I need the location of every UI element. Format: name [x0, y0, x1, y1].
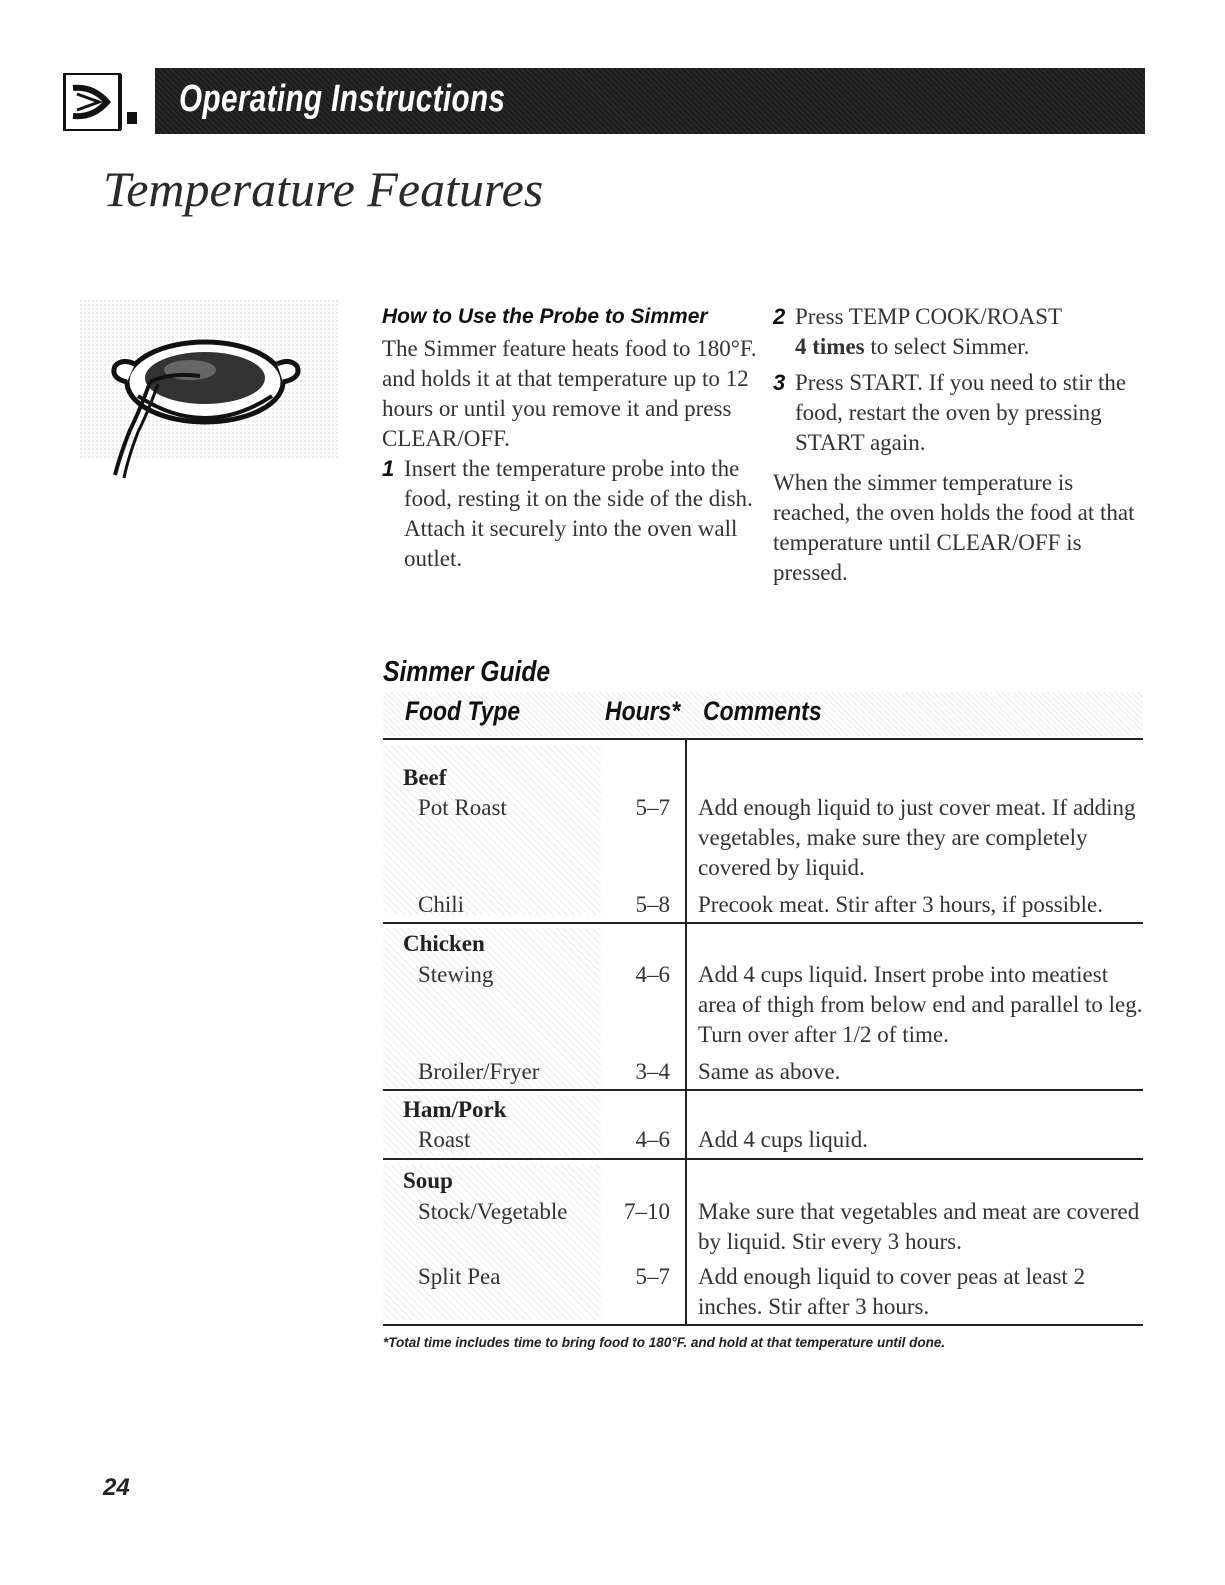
food-item: Roast — [418, 1127, 471, 1152]
probe-subhead: How to Use the Probe to Simmer — [382, 305, 708, 328]
simmer-guide-title: Simmer Guide — [383, 656, 551, 688]
table-rule — [383, 1158, 1143, 1160]
comment-text: Add enough liquid to cover peas at least 2 inches. Stir after 3 hours. — [698, 1264, 1086, 1319]
comment-text: Add 4 cups liquid. Insert probe into meatiest area of thigh from below end and parallel to leg. Turn over after 1/2 of time. — [698, 962, 1143, 1047]
table-rule — [383, 738, 1143, 740]
column-header-comments: Comments — [703, 696, 822, 726]
probe-instructions-column-2 — [773, 302, 1153, 588]
probe-in-dish-illustration — [80, 300, 340, 490]
probe-intro: The Simmer feature heats food to 180°F. and holds it at that temperature up to 12 hours or until you remove it and press CLEAR/OFF. — [382, 336, 757, 451]
column-header-food-type: Food Type — [405, 696, 521, 726]
step-number: 2 — [773, 304, 786, 329]
step-3 — [773, 368, 1153, 458]
hours-value: 3–4 — [635, 1059, 670, 1084]
hours-value: 5–7 — [635, 795, 670, 820]
step-number: 3 — [773, 370, 786, 395]
page-number: 24 — [103, 1474, 130, 1501]
food-item: Broiler/Fryer — [418, 1059, 540, 1084]
food-item: Stock/Vegetable — [418, 1199, 568, 1224]
step-text: Press TEMP COOK/ROAST — [795, 304, 1063, 329]
category-chicken: Chicken — [403, 931, 485, 956]
comment-text: Add 4 cups liquid. — [698, 1127, 868, 1152]
comment-text: Precook meat. Stir after 3 hours, if possible. — [698, 892, 1103, 917]
table-header — [383, 692, 1143, 736]
page-title: Temperature Features — [103, 161, 544, 217]
table-rule — [383, 1324, 1143, 1326]
food-item: Stewing — [418, 962, 494, 987]
food-item: Chili — [418, 892, 465, 917]
column-header-hours: Hours* — [605, 696, 681, 726]
table-footnote: *Total time includes time to bring food to 180°F. and hold at that temperature until done. — [383, 1335, 946, 1350]
step-1 — [382, 454, 762, 574]
step-text-continued: to select Simmer. — [870, 334, 1030, 359]
hours-value: 4–6 — [635, 1127, 670, 1152]
step-number: 1 — [382, 456, 395, 481]
section-title: Operating Instructions — [179, 78, 506, 120]
food-item: Pot Roast — [418, 795, 507, 820]
table-rule — [383, 1089, 1143, 1091]
table-rule — [383, 922, 1143, 924]
probe-closing: When the simmer temperature is reached, the oven holds the food at that temperature until CLEAR/OFF is pressed. — [773, 470, 1135, 585]
table-column-divider — [685, 740, 687, 1326]
probe-instructions-column-1 — [382, 302, 762, 574]
hours-value: 5–7 — [635, 1264, 670, 1289]
hours-value: 5–8 — [635, 892, 670, 917]
category-ham-pork: Ham/Pork — [403, 1097, 507, 1122]
step-text: Insert the temperature probe into the food, resting it on the side of the dish. Attach it securely into the oven wall outlet. — [404, 456, 753, 571]
category-soup: Soup — [403, 1168, 453, 1193]
step-text: Press START. If you need to stir the food, restart the oven by pressing START again. — [795, 370, 1127, 455]
comment-text: Add enough liquid to just cover meat. If adding vegetables, make sure they are completely covered by liquid. — [698, 795, 1136, 880]
comment-text: Same as above. — [698, 1059, 841, 1084]
hours-value: 4–6 — [635, 962, 670, 987]
food-item: Split Pea — [418, 1264, 501, 1289]
hours-value: 7–10 — [624, 1199, 670, 1224]
operating-instructions-icon — [63, 72, 139, 132]
comment-text: Make sure that vegetables and meat are covered by liquid. Stir every 3 hours. — [698, 1199, 1140, 1254]
step-emphasis: 4 times — [795, 334, 865, 359]
step-2 — [773, 302, 1153, 362]
category-beef: Beef — [403, 765, 447, 790]
section-header-bar — [155, 68, 1145, 134]
